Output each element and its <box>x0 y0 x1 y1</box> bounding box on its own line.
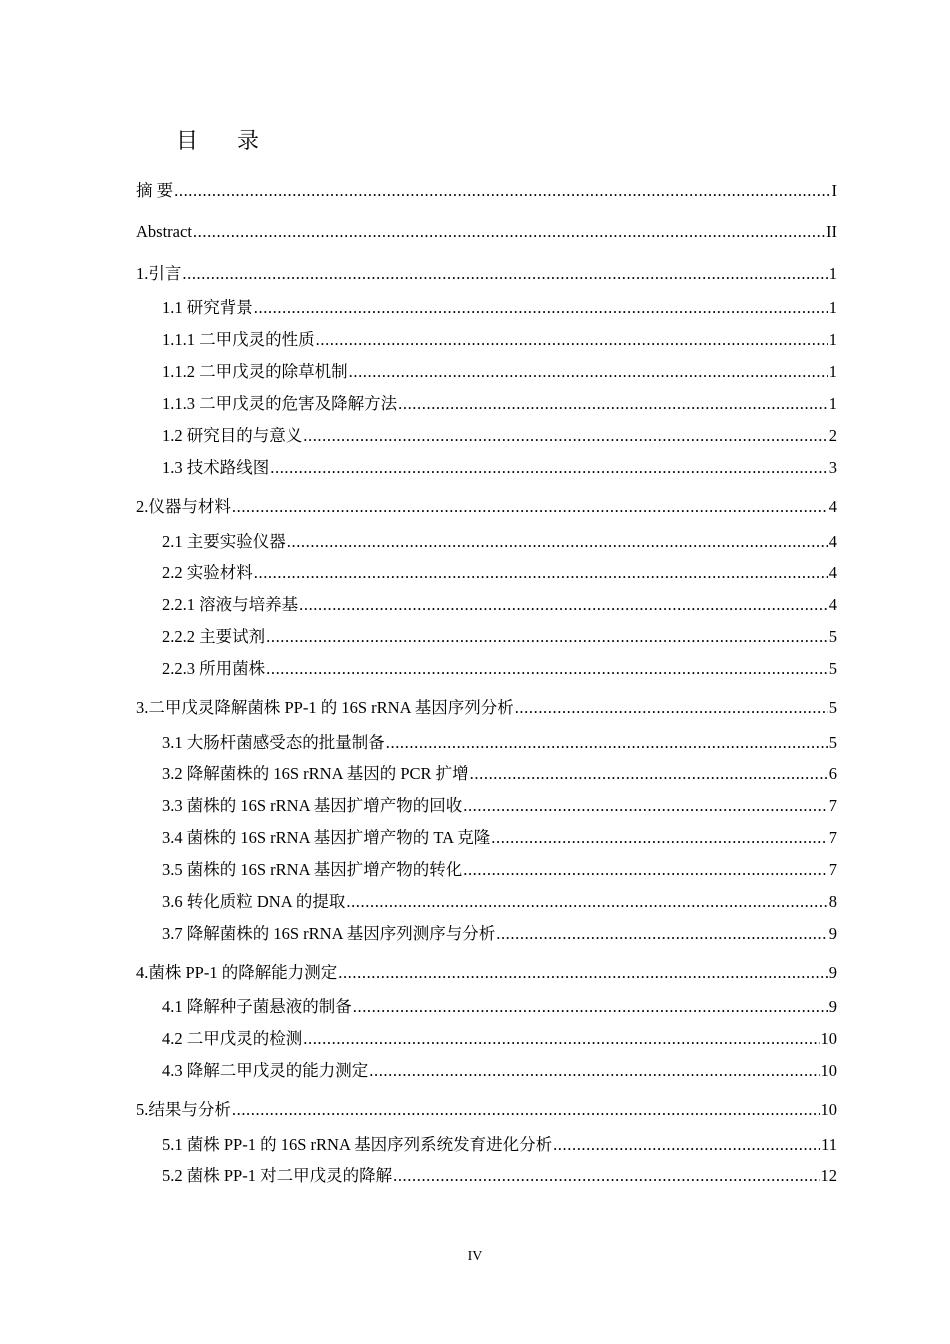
dot-leader <box>299 593 828 617</box>
dot-leader <box>316 328 828 352</box>
toc-entry[interactable] <box>162 1133 837 1157</box>
toc-entry-title: 4.1 降解种子菌悬液的制备 <box>162 997 352 1016</box>
toc-entry-page: 1 <box>828 394 837 413</box>
toc-entry[interactable] <box>162 922 837 946</box>
toc-entry-page: 8 <box>828 892 837 911</box>
dot-leader <box>491 826 828 850</box>
toc-entry-page: 4 <box>828 595 837 614</box>
dot-leader <box>303 1027 819 1051</box>
toc-entry-page: 7 <box>828 860 837 879</box>
page-number-footer: IV <box>467 1249 483 1264</box>
toc-entry[interactable] <box>162 657 837 681</box>
toc-entry[interactable] <box>136 262 837 286</box>
toc-entry[interactable] <box>162 593 837 617</box>
toc-entry-page: 5 <box>828 627 837 646</box>
dot-leader <box>174 179 830 203</box>
toc-entry-title: 3.二甲戊灵降解菌株 PP-1 的 16S rRNA 基因序列分析 <box>136 698 514 717</box>
toc-entry-page: 4 <box>828 532 837 551</box>
toc-entry[interactable] <box>136 1098 837 1122</box>
toc-title: 目 录 <box>176 129 275 154</box>
toc-entry-title: 2.2.3 所用菌株 <box>162 659 266 678</box>
toc-entry-title: 摘 要 <box>136 181 174 200</box>
toc-entry[interactable] <box>162 530 837 554</box>
dot-leader <box>398 392 828 416</box>
toc-entry-page: 12 <box>820 1166 837 1185</box>
dot-leader <box>303 424 828 448</box>
toc-entry[interactable] <box>162 625 837 649</box>
toc-entry-title: 3.3 菌株的 16S rRNA 基因扩增产物的回收 <box>162 796 463 815</box>
toc-entry-title: 1.1.2 二甲戊灵的除草机制 <box>162 362 348 381</box>
dot-leader <box>193 220 825 244</box>
toc-entry-page: 1 <box>828 330 837 349</box>
dot-leader <box>369 1059 819 1083</box>
dot-leader <box>287 530 828 554</box>
toc-entry-title: 1.1.3 二甲戊灵的危害及降解方法 <box>162 394 398 413</box>
dot-leader <box>232 495 828 519</box>
toc-entry-page: 1 <box>828 362 837 381</box>
toc-entry-page: 1 <box>828 298 837 317</box>
toc-entry-title: 2.1 主要实验仪器 <box>162 532 286 551</box>
toc-entry-title: 3.4 菌株的 16S rRNA 基因扩增产物的 TA 克隆 <box>162 828 491 847</box>
toc-entry-title: 1.3 技术路线图 <box>162 458 270 477</box>
toc-entry-page: 5 <box>828 733 837 752</box>
toc-entry-title: 1.1.1 二甲戊灵的性质 <box>162 330 315 349</box>
toc-entry[interactable] <box>162 794 837 818</box>
toc-entry-title: 2.仪器与材料 <box>136 497 231 516</box>
toc-entry-page: 3 <box>828 458 837 477</box>
toc-entry-title: 2.2.2 主要试剂 <box>162 627 266 646</box>
toc-entry-title: 2.2.1 溶液与培养基 <box>162 595 299 614</box>
toc-entry[interactable] <box>162 1164 837 1188</box>
dot-leader <box>470 762 828 786</box>
toc-entry[interactable] <box>162 1027 837 1051</box>
toc-entry-page: 6 <box>828 764 837 783</box>
dot-leader <box>266 625 828 649</box>
dot-leader <box>254 561 828 585</box>
dot-leader <box>353 995 828 1019</box>
dot-leader <box>386 731 828 755</box>
toc-entry-page: 10 <box>820 1029 837 1048</box>
toc-entry[interactable] <box>136 961 837 985</box>
toc-entry[interactable] <box>162 995 837 1019</box>
dot-leader <box>338 961 828 985</box>
toc-entry-page: 2 <box>828 426 837 445</box>
dot-leader <box>463 858 828 882</box>
toc-entry-page: 9 <box>828 997 837 1016</box>
dot-leader <box>232 1098 820 1122</box>
toc-entry-title: 1.2 研究目的与意义 <box>162 426 303 445</box>
toc-entry[interactable] <box>136 696 837 720</box>
toc-entry-page: 5 <box>828 659 837 678</box>
toc-entry-page: 11 <box>821 1135 837 1154</box>
toc-entry[interactable] <box>136 220 837 244</box>
toc-entry-page: 1 <box>828 264 837 283</box>
toc-entry[interactable] <box>162 392 837 416</box>
toc-entry-page: I <box>831 181 837 200</box>
toc-entry[interactable] <box>162 890 837 914</box>
toc-entry-title: 5.结果与分析 <box>136 1100 231 1119</box>
toc-entry-page: 9 <box>828 963 837 982</box>
toc-entry[interactable] <box>162 456 837 480</box>
toc-entry[interactable] <box>162 296 837 320</box>
toc-entry-page: 5 <box>828 698 837 717</box>
toc-entry-title: 3.2 降解菌株的 16S rRNA 基因的 PCR 扩增 <box>162 764 469 783</box>
toc-entry-page: 7 <box>828 796 837 815</box>
toc-entry-title: 3.6 转化质粒 DNA 的提取 <box>162 892 346 911</box>
toc-entry[interactable] <box>162 360 837 384</box>
toc-entry[interactable] <box>136 179 837 203</box>
toc-entry[interactable] <box>162 328 837 352</box>
toc-entry-title: 3.7 降解菌株的 16S rRNA 基因序列测序与分析 <box>162 924 496 943</box>
dot-leader <box>270 456 828 480</box>
dot-leader <box>393 1164 819 1188</box>
toc-entry-title: 1.1 研究背景 <box>162 298 253 317</box>
toc-entry-title: 2.2 实验材料 <box>162 563 253 582</box>
toc-entry[interactable] <box>162 858 837 882</box>
dot-leader <box>463 794 828 818</box>
toc-entry-title: 4.菌株 PP-1 的降解能力测定 <box>136 963 338 982</box>
toc-entry-page: 10 <box>820 1100 837 1119</box>
toc-entry[interactable] <box>162 424 837 448</box>
toc-entry[interactable] <box>162 731 837 755</box>
toc-entry[interactable] <box>162 1059 837 1083</box>
toc-entry[interactable] <box>162 826 837 850</box>
dot-leader <box>182 262 827 286</box>
dot-leader <box>515 696 828 720</box>
toc-entry-page: II <box>826 222 837 241</box>
toc-entry-page: 4 <box>828 497 837 516</box>
toc-entry-title: 5.2 菌株 PP-1 对二甲戊灵的降解 <box>162 1166 393 1185</box>
toc-entry-page: 9 <box>828 924 837 943</box>
dot-leader <box>346 890 827 914</box>
dot-leader <box>266 657 828 681</box>
dot-leader <box>254 296 828 320</box>
toc-entry-page: 4 <box>828 563 837 582</box>
toc-entry-title: 4.3 降解二甲戊灵的能力测定 <box>162 1061 369 1080</box>
toc-entry-title: 3.5 菌株的 16S rRNA 基因扩增产物的转化 <box>162 860 463 879</box>
toc-entry-title: 3.1 大肠杆菌感受态的批量制备 <box>162 733 385 752</box>
toc-entry-page: 10 <box>820 1061 837 1080</box>
toc-entry[interactable] <box>136 495 837 519</box>
toc-entry-title: Abstract <box>136 222 192 241</box>
dot-leader <box>349 360 828 384</box>
toc-entry-title: 1.引言 <box>136 264 182 283</box>
toc-entry-title: 4.2 二甲戊灵的检测 <box>162 1029 303 1048</box>
dot-leader <box>553 1133 820 1157</box>
toc-entry[interactable] <box>162 561 837 585</box>
toc-entry-title: 5.1 菌株 PP-1 的 16S rRNA 基因序列系统发育进化分析 <box>162 1135 553 1154</box>
toc-entry[interactable] <box>162 762 837 786</box>
dot-leader <box>496 922 828 946</box>
toc-entry-page: 7 <box>828 828 837 847</box>
